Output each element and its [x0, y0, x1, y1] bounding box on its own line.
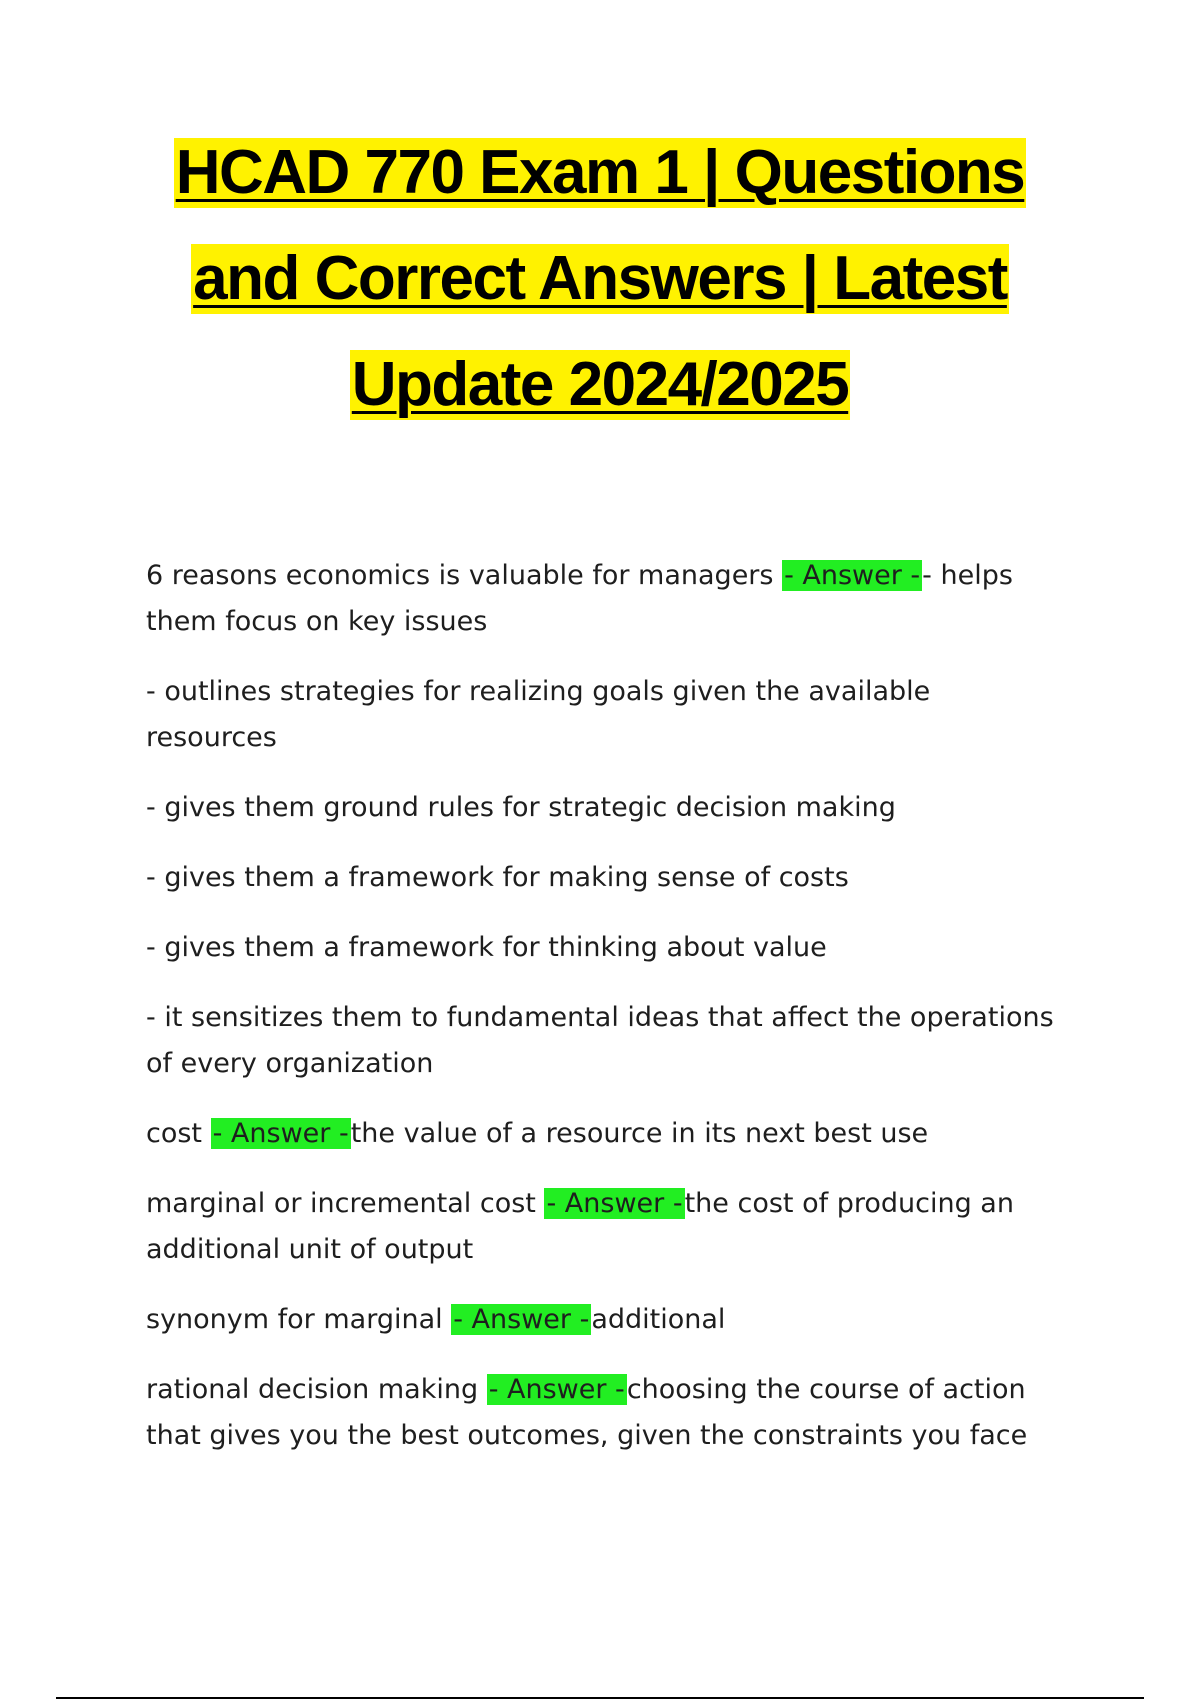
qa-entry-cost	[146, 1111, 1066, 1157]
answer-marker: - Answer -	[212, 1118, 349, 1149]
title-line-2: and Correct Answers | Latest	[193, 244, 1007, 313]
list-item-text: - gives them a framework for thinking about value	[146, 932, 827, 963]
answer-text: the value of a resource in its next best use	[350, 1118, 929, 1149]
qa-content	[146, 553, 1066, 1483]
list-item-text: - it sensitizes them to fundamental ideas that affect the operations of every organization	[146, 1002, 1054, 1079]
list-item-strategies	[146, 669, 1066, 761]
document-title	[120, 138, 1080, 456]
question-text: 6 reasons economics is valuable for managers	[146, 560, 783, 591]
list-item-value-framework	[146, 925, 1066, 971]
list-item-text: - gives them a framework for making sense of costs	[146, 862, 849, 893]
answer-marker: - Answer -	[488, 1374, 625, 1405]
footer-rule	[56, 1697, 1144, 1699]
question-text: rational decision making	[146, 1374, 487, 1405]
list-item-fundamental-ideas	[146, 995, 1066, 1087]
answer-text: - helps them focus on key issues	[146, 560, 1013, 637]
answer-text: additional	[591, 1304, 726, 1335]
list-item-text: - gives them ground rules for strategic decision making	[146, 792, 896, 823]
answer-marker: - Answer -	[453, 1304, 590, 1335]
answer-text: choosing the course of action that gives you the best outcomes, given the constraints you face	[146, 1374, 1028, 1451]
question-text: synonym for marginal	[146, 1304, 452, 1335]
answer-text: the cost of producing an additional unit of output	[146, 1188, 1014, 1265]
answer-marker: - Answer -	[546, 1188, 683, 1219]
qa-entry-synonym-marginal	[146, 1297, 1066, 1343]
list-item-costs-framework	[146, 855, 1066, 901]
answer-marker: - Answer -	[784, 560, 921, 591]
title-line-1: HCAD 770 Exam 1 | Questions	[175, 138, 1025, 207]
title-line-3: Update 2024/2025	[351, 350, 849, 419]
question-text: marginal or incremental cost	[146, 1188, 545, 1219]
qa-entry-marginal-cost	[146, 1181, 1066, 1273]
qa-entry-economics-reasons	[146, 553, 1066, 645]
list-item-text: - outlines strategies for realizing goals given the available resources	[146, 676, 931, 753]
question-text: cost	[146, 1118, 211, 1149]
qa-entry-rational-decision	[146, 1367, 1066, 1459]
list-item-ground-rules	[146, 785, 1066, 831]
